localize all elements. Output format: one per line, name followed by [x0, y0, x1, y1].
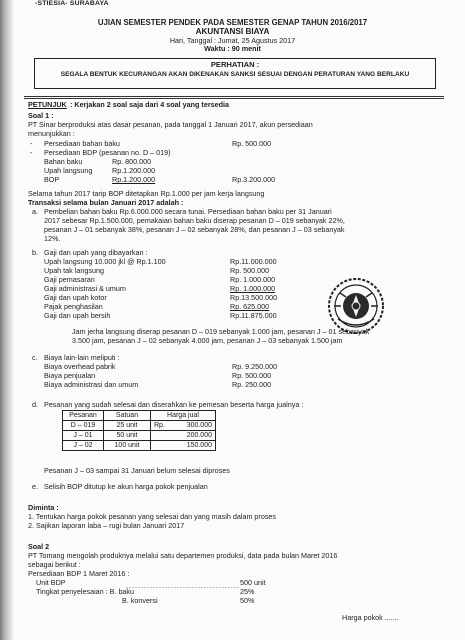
item-e-text: Selisih BOP ditutup ke akun harga pokok penjualan: [44, 482, 208, 491]
item-a-text: pesanan J – 01 sebanyak 38%, pesanan J – 02 sebanyak 28%, dan pesanan J – 03 sebanyak: [44, 225, 345, 234]
biaya-label: Biaya overhead pabrik: [44, 362, 116, 371]
table-row: [63, 441, 216, 451]
tarif-line: Selama tahun 2017 tarip BOP ditetapkan Rp.1.000 per jam kerja langsung: [28, 189, 265, 198]
item-letter: a.: [32, 207, 38, 216]
item-letter: e.: [32, 482, 38, 491]
soal2-konversi-value: 50%: [240, 596, 255, 605]
table-cell: D – 019: [63, 421, 104, 431]
gaji-label: Gaji pemasaran: [44, 275, 95, 284]
soal1-intro: PT Sinar berproduksi atas dasar pesanan, pada tanggal 1 Januari 2017, akun persediaan: [28, 120, 313, 129]
j03-text: Pesanan J – 03 sampai 31 Januari belum selesai diproses: [44, 466, 230, 475]
soal2-intro: PT Tomang mengolah produknya melalui satu departemen produksi, data pada bulan Maret 2016: [28, 551, 338, 560]
gaji-value: Rp. 1.000.000: [230, 284, 276, 293]
soal2-unit-value: 500 unit: [240, 578, 266, 587]
soal2-title: Soal 2: [28, 542, 50, 551]
table-cell: 100 unit: [104, 441, 151, 451]
diminta-title: Diminta :: [28, 503, 59, 512]
gaji-value: Rp.11.875.000: [230, 311, 277, 320]
table-cell: Rp.: [151, 421, 172, 431]
exam-title: UJIAN SEMESTER PENDEK PADA SEMESTER GENAP TAHUN 2016/2017: [97, 18, 368, 27]
bdp-row-value: Rp.1.200.000: [112, 175, 156, 184]
gaji-value: Rp. 500.000: [230, 266, 270, 275]
table-row: [63, 421, 216, 431]
bdp-row-value: Rp.1.200.000: [112, 166, 156, 175]
table-cell: 50 unit: [104, 431, 151, 441]
item-letter: b.: [32, 248, 38, 257]
page-binding-edge: [0, 0, 14, 640]
soal2-tingkat-value: 25%: [240, 587, 255, 596]
table-header: Satuan: [104, 411, 151, 421]
item-b-title: Gaji dan upah yang dibayarkan :: [44, 248, 148, 257]
table-cell: J – 01: [63, 431, 104, 441]
gaji-label: Upah langsung 10.000 jkl @ Rp.1.100: [44, 257, 166, 266]
item-a-text: 12%.: [44, 234, 61, 243]
biaya-value: Rp. 9.250.000: [232, 362, 278, 371]
diminta-item: 2. Sajikan laporan laba – rugi bulan Januari 2017: [28, 521, 185, 530]
gaji-label: Gaji dan upah bersih: [44, 311, 111, 320]
table-cell: [151, 441, 172, 451]
gaji-label: Upah tak langsung: [44, 266, 104, 275]
gaji-value: Rp. 625.000: [230, 302, 270, 311]
soal2-unit-label: Unit BDP: [36, 578, 66, 587]
bdp-total: Rp.3.200.000: [232, 175, 276, 184]
soal2-intro: sebagai berikut :: [28, 560, 81, 569]
soal1-title: Soal 1 :: [28, 111, 54, 120]
bdp-row-label: Upah langsung: [44, 166, 93, 175]
inventory-label: Persediaan bahan baku: [44, 139, 120, 148]
table-header: Pesanan: [63, 411, 104, 421]
gaji-label: Gaji dan upah kotor: [44, 293, 107, 302]
soal2-harga-pokok: Harga pokok .......: [342, 613, 399, 622]
item-letter: c.: [32, 353, 38, 362]
soal2-tingkat-label: Tingkat penyelesaian : B. baku: [36, 587, 135, 596]
subject-title: AKUNTANSI BIAYA: [195, 27, 270, 36]
gaji-value: Rp.11.000.000: [230, 257, 277, 266]
notice-body: SEGALA BENTUK KECURANGAN AKAN DIKENAKAN SANKSI SESUAI DENGAN PERATURAN YANG BERLAKU: [60, 71, 410, 78]
table-cell: [151, 431, 172, 441]
exam-date: Hari, Tanggal : Jumat, 25 Agustus 2017: [169, 36, 296, 45]
gaji-label: Pajak penghasilan: [44, 302, 103, 311]
soal2-konversi-label: B. konversi: [122, 596, 158, 605]
jam-text: 3.500 jam, pesanan J – 02 sebanyak 4.000 jam, pesanan J – 03 sebanyak 1.500 jam: [72, 336, 343, 345]
soal1-intro: menunjukkan :: [28, 129, 75, 138]
dotted-leader: ......................................: [126, 581, 240, 590]
bdp-row-label: Bahan baku: [44, 157, 83, 166]
soal2-bdp-label: Persediaan BDP 1 Maret 2016 :: [28, 569, 130, 578]
notice-title: PERHATIAN :: [210, 60, 260, 69]
gaji-value: Rp.13.500.000: [230, 293, 278, 302]
table-cell: 25 unit: [104, 421, 151, 431]
item-a-text: 2017 sebesar Rp.1.500.000, pemakaian bahan baku diserap pesanan D – 019 sebanyak 22%,: [44, 216, 345, 225]
order-table: [62, 410, 216, 451]
divider: [24, 96, 444, 97]
institution-header: -STIESIA- SURABAYA: [35, 0, 109, 7]
item-letter: d.: [32, 400, 38, 409]
table-header-row: [63, 411, 216, 421]
instruction-text: : Kerjakan 2 soal saja dari 4 soal yang tersedia: [70, 100, 230, 109]
exam-time: Waktu : 90 menit: [204, 44, 261, 53]
bdp-row-value: Rp. 800.000: [112, 157, 152, 166]
biaya-value: Rp. 250.000: [232, 380, 272, 389]
table-cell: J – 02: [63, 441, 104, 451]
jam-text: Jam jerha langsung diserap pesanan D – 019 sebanyak 1.000 jam, pesanan J – 01 sebanyak: [72, 327, 370, 336]
bullet-dash: -: [30, 139, 33, 148]
biaya-value: Rp. 500.000: [232, 371, 272, 380]
item-a-text: Pembelian bahan baku Rp.6.000.000 secara tunai. Persediaan bahan baku per 31 Januari: [44, 207, 332, 216]
divider: [24, 98, 444, 99]
table-cell: 200.000: [172, 431, 216, 441]
notice-box: [34, 58, 436, 89]
biaya-label: Biaya penjualan: [44, 371, 96, 380]
instruction-label: PETUNJUK: [28, 100, 67, 109]
biaya-label: Biaya administrasi dan umum: [44, 380, 139, 389]
item-c-title: Biaya lain-lain meliputi :: [44, 353, 120, 362]
inventory-value: Rp. 500.000: [232, 139, 272, 148]
bdp-label: Persediaan BDP (pesanan no. D – 019): [44, 148, 171, 157]
table-header: Harga jual: [151, 411, 216, 421]
gaji-label: Gaji administrasi & umum: [44, 284, 126, 293]
bdp-row-label: BOP: [44, 175, 60, 184]
transaction-title: Transaksi selama bulan Januari 2017 adalah :: [28, 198, 184, 207]
diminta-item: 1. Tentukan harga pokok pesanan yang selesai dan yang masih dalam proses: [28, 512, 276, 521]
table-row: [63, 431, 216, 441]
bullet-dash: -: [30, 148, 33, 157]
item-d-title: Pesanan yang sudah selesai dan diserahkan ke pemesan beserta harga jualnya :: [44, 400, 304, 409]
table-cell: 150.000: [172, 441, 216, 451]
gaji-value: Rp. 1.000.000: [230, 275, 276, 284]
table-cell: 300.000: [172, 421, 216, 431]
